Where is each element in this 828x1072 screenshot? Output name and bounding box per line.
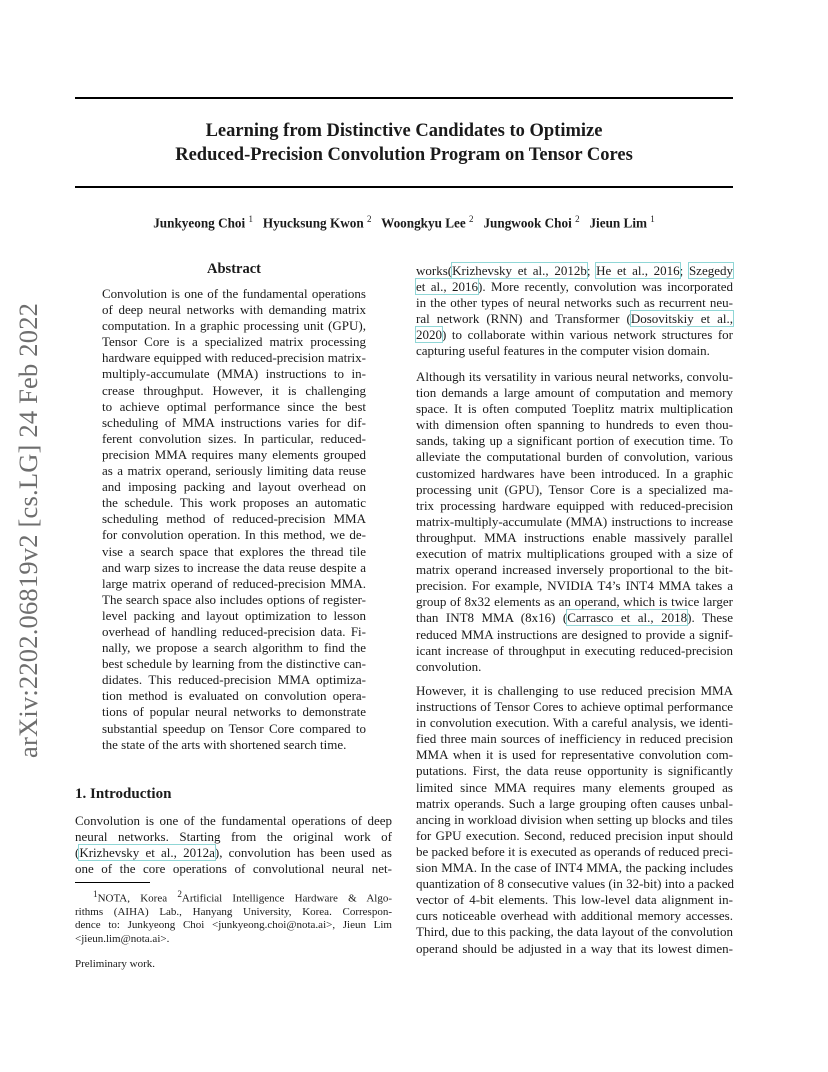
text-line: as a matrix operand, seriously limiting data reuse [102,463,366,479]
citation-link[interactable]: Szegedy [688,263,733,278]
text-line: throughput. MMA instructions enable massively parallel [416,529,733,545]
text-fragment: ; [586,263,597,278]
text-line: tion demands a large amount of computation and memory [416,385,733,401]
text-line: be packed before it is executed as operands of reduced preci- [416,843,733,859]
text-line: ferent convolution sizes. In particular, reduced- [102,430,366,446]
author-name: Woongkyu Lee [381,215,466,231]
text-line: precision. For example, NVIDIA T4’s INT4 MMA takes a [416,578,733,594]
text-fragment: ; [679,263,689,278]
text-fragment: ), convolution has been used as [214,845,392,861]
footnote [75,888,392,946]
citation-link[interactable]: He et al., 2016 [596,263,680,278]
text-line: precision MMA requires many elements grouped [102,446,366,462]
text-line: and imposing packing and layout overhead on [102,479,366,495]
text-fragment: ral network (RNN) and Transformer ( [416,311,631,327]
text-line: convolution. [416,658,482,674]
text-line: for convolution operation. In this method, we de- [102,527,366,543]
text-line: fied three main sources of inefficiency in reduced precision [416,731,733,747]
text-line: with dimension often spanning to hundreds to even thou- [416,417,733,433]
text-line: computation. In a graphic processing unit (GPU), [102,318,366,334]
text-line: of deep neural networks with demanding matrix [102,302,366,318]
text-line: instructions of Tensor Cores to achieve optimal performance [416,699,733,715]
abstract-heading: Abstract [207,261,261,277]
text-line: best schedule by learning from the distinctive can- [102,656,366,672]
text-line: trix processing hardware equipped with reduced-precision [416,497,733,513]
text-line: overhead of handling reduced-precision data. Fi- [102,623,366,639]
text-line: icant increase of throughput in executing reduced-precision [416,642,733,658]
text-line: level packing and layout optimization to lesson [102,607,366,623]
text-line: matrix operand increased inversely proportional to the bit- [416,562,733,578]
text-line: one of the core operations of convolutional neural net- [75,861,392,877]
text-line: execution of matrix multiplications grouped with a size of [416,546,733,562]
footnote-line: rithms (AIHA) Lab., Hanyang University, Korea. Correspon- [75,906,392,919]
text-fragment: than INT8 MMA (8x16) ( [416,610,568,626]
text-line: operand should be adjusted in a way that its lowest dimen- [416,940,733,956]
text-line: Although its versatility in various neural networks, convolu- [416,369,733,384]
text-line [416,263,733,279]
footnote-mark: 2 [177,889,182,899]
author-name: Hyucksung Kwon [262,215,364,231]
text-fragment: ). More recently, convolution was incorporated [478,279,733,295]
text-line: and warp sizes to increase the data reuse despite a [102,559,366,575]
text-line: However, it is challenging to use reduced precision MMA [416,683,733,698]
citation-link[interactable]: Krizhevsky et al., 2012b [452,263,587,278]
text-line: scheduling method of reduced-precision MMA [102,511,366,527]
citation-link[interactable]: Dosovitskiy et al., [630,311,733,327]
author-affil: 2 [469,214,474,224]
text-line: substantial speedup on Tensor Core compared to [102,720,366,736]
citation-link[interactable]: Carrasco et al., 2018 [567,610,688,626]
citation-link[interactable]: 2020 [416,327,442,343]
top-rule [75,97,733,99]
text-line: limited since MMA requires many elements grouped as [416,779,733,795]
text-line: (Krizhevsky et al., 2012a), convolution has been used as [75,845,392,861]
text-line: sands, taking up a significant portion of execution time. To [416,433,733,449]
text-line: in convolution execution. With a careful analysis, we identi- [416,715,733,731]
preliminary-note: Preliminary work. [75,958,156,970]
text-line: matrix operands. Such a large grouping often causes unbal- [416,795,733,811]
author-affil: 1 [248,214,253,224]
author-affil: 1 [650,214,655,224]
text-line: to achieve optimal performance since the best [102,398,366,414]
abstract-body [102,286,366,753]
text-line: alleviate the computational burden of convolution, various [416,449,733,465]
author-affil: 2 [575,214,580,224]
text-line: group of 8x32 elements as an operand, which is twice larger [416,594,733,610]
footnote-line: dence to: Junkyeong Choi <junkyeong.choi@nota.ai>, Jieun Lim [75,919,392,932]
title-bottom-rule [75,186,733,188]
paper-title [75,119,733,167]
text-line: large matrix operand of reduced-precision MMA. [102,575,366,591]
title-line-2: Reduced-Precision Convolution Program on Tensor Cores [175,145,633,165]
text-line: ancing in workload division when setting up blocks and tiles [416,811,733,827]
body-paragraph-2 [416,369,733,675]
text-line: reduced MMA instructions are designed to provide a signif- [416,626,733,642]
text-line [416,279,733,295]
text-line: crease throughput. However, it is challenging [102,382,366,398]
text-line: sion MMA. In the case of INT4 MMA, the packing includes [416,860,733,876]
text-line: The search space also includes options of register- [102,591,366,607]
footnote-text: Artificial Intelligence Hardware & Algo- [181,892,392,905]
text-fragment: ) to collaborate within various network structures for [442,327,733,343]
text-line: matrix-multiply-accumulate (MMA) instructions to increase [416,513,733,529]
text-line: in the other types of neural networks such as recurrent neu- [416,295,733,311]
text-line: capturing useful features in the computer vision domain. [416,343,710,359]
arxiv-sidebar [13,288,53,758]
text-line [416,311,733,327]
citation-link[interactable]: Krizhevsky et al., 2012a [79,845,215,861]
text-line: Tensor Core is a specialized matrix processing [102,334,366,350]
text-fragment: ). These [687,610,734,626]
intro-paragraph-continued [416,263,733,360]
text-line: scheduling of MMA instructions varies for dif- [102,414,366,430]
text-line: nally, we propose a search algorithm to find the [102,640,366,656]
text-line: putations. First, the data reuse opportunity is significantly [416,763,733,779]
footnote-text: NOTA, Korea [97,892,178,905]
text-line: hardware equipped with reduced-precision matrix- [102,350,366,366]
citation-link[interactable]: et al., 2016 [416,279,479,295]
text-line: space. It is often computed Toeplitz matrix multiplication [416,401,733,417]
footnote-line [75,888,392,906]
text-line: tions of popular neural networks to demonstrate [102,704,366,720]
author-name: Jieun Lim [589,215,647,231]
text-line: neural networks. Starting from the original work of [75,829,392,845]
text-fragment: works( [416,263,453,278]
author-affil: 2 [366,214,372,224]
text-line: Third, due to this packing, the data layout of the convolution [416,924,733,940]
text-line: quantization of 8 consecutive values (in 32-bit) into a packed [416,876,735,892]
text-line [416,327,733,343]
text-line: didates. This reduced-precision MMA optimiza- [102,672,366,688]
text-line: curs noticeable overhead with additional memory accesses. [416,908,733,924]
title-line-1: Learning from Distinctive Candidates to Optimize [205,121,603,141]
text-line: vector of 4-bit elements. This low-level data alignment in- [416,892,733,908]
text-line [416,610,733,626]
body-paragraph-3 [416,683,733,957]
author-name: Junkyeong Choi [153,215,246,231]
text-line: for GPU execution. Second, reduced precision input should [416,827,733,843]
footnote-line: <jieun.lim@nota.ai>. [75,932,170,945]
text-line: tion method is evaluated on convolution opera- [102,688,366,704]
text-line: multiply-accumulate (MMA) instructions to in- [102,366,366,382]
text-line: Convolution is one of the fundamental operations of deep [75,813,392,828]
footnote-rule [75,882,150,883]
text-line: processing unit (GPU), Tensor Core is a specialized ma- [416,481,733,497]
text-line: MMA when it is used for representative convolution com- [416,747,733,763]
author-list [75,214,733,231]
text-line: Convolution is one of the fundamental operations [102,286,366,301]
text-line: vise a search space that explores the thread tile [102,543,366,559]
author-name: Jungwook Choi [483,215,572,231]
text-line: the schedule. This work proposes an automatic [102,495,366,511]
text-line: customized hardwares have been introduced. In a graphic [416,465,733,481]
section-heading-introduction: 1. Introduction [75,786,172,802]
footnote-mark: 1 [93,889,98,899]
text-line: the state of the arts with shortened search time. [102,736,347,752]
arxiv-identifier: arXiv:2202.06819v2 [cs.LG] 24 Feb 2022 [13,302,43,758]
introduction-paragraph [75,813,392,877]
paragraph-lines [416,369,733,610]
